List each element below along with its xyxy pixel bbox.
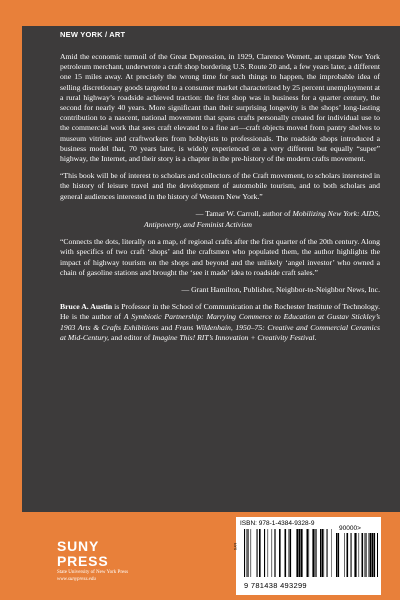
barcode-bar (324, 529, 325, 577)
barcode-bar (315, 529, 316, 577)
barcode-bar (268, 529, 269, 577)
attrib-book-title-2: Antipoverty, and Feminist Activism (144, 220, 252, 230)
barcode-bar (274, 529, 275, 577)
barcode-bar (289, 529, 290, 577)
barcode-bar (259, 529, 261, 577)
barcode-bar (351, 533, 352, 577)
blurb-quote-2: “Connects the dots, literally on a map, of regional crafts after the first quarter of the 20th century. Along with specifics of two craft ‘shops’ and the craftsmen who populated them, the author highlights the impact of highway tourism on the shops and beyond and the unlikely ‘angel investor’ who owned a chain of gasoline stations and brought the ‘see it made’ idea to roadside craft sales.” (60, 237, 380, 277)
publisher-name: State University of New York Press (57, 570, 129, 575)
barcode-bar (290, 529, 291, 577)
bio-text: and (158, 322, 175, 332)
barcode-bar (297, 529, 299, 577)
barcode-bar (359, 533, 360, 577)
barcode-bar (365, 533, 366, 577)
barcode-bar (307, 529, 309, 577)
barcode-bar (354, 533, 355, 577)
blurb-attribution-2: — Grant Hamilton, Publisher, Neighbor-to-Neighbor News, Inc. (181, 285, 380, 295)
barcode-bar (309, 529, 310, 577)
orange-top-band (0, 0, 400, 26)
barcode-bar (248, 529, 249, 577)
barcode-bar (370, 533, 371, 577)
barcode-bar (322, 529, 323, 577)
price-code: 90000> (339, 525, 361, 532)
barcode-bar (313, 529, 314, 577)
barcode-bar (275, 529, 276, 577)
bio-text: is Professor in the School of Communication at the Rochester Institute of Technology. He is the author of (60, 302, 380, 322)
bio-book-title: Imagine This! RIT’s Innovation + Creativity Festival. (152, 332, 317, 342)
attrib-prefix: — Tamar W. Carroll, author of (195, 208, 293, 218)
author-name: Bruce A. Austin (60, 302, 113, 312)
publisher-logo-line1: SUNY (57, 538, 100, 554)
barcode-bar (338, 533, 339, 577)
isbn-digits: 9 781438 493299 (244, 581, 307, 590)
barcode-bar (344, 533, 345, 577)
barcode-bar (320, 529, 322, 577)
attrib-book-title: Mobilizing New York: AIDS, (292, 208, 380, 218)
barcode-bar (316, 529, 317, 577)
price-barcode-icon (336, 533, 378, 577)
barcode-bar (347, 533, 349, 577)
publisher-website: www.sunypress.edu (57, 577, 96, 582)
barcode-bar (362, 533, 364, 577)
barcode-bar (377, 533, 378, 577)
barcode-panel (233, 517, 381, 595)
barcode-bar (369, 533, 370, 577)
barcode-bar (264, 529, 265, 577)
barcode-bar (327, 529, 328, 577)
barcode-icon (244, 529, 332, 577)
barcode-bar (244, 529, 245, 577)
description-paragraph: Amid the economic turmoil of the Great Depression, in 1929, Clarence Wemett, an upstate New York petroleum merchant, underwrote a craft shop bordering U.S. Route 20 and, a few years later, a different one 15 miles away. At precisely the wrong time for such things to happen, the improbable idea of selling discretionary goods targeted to a consumer market characterized by 25 percent unemployment at a rural highway’s roadside achieved traction: the first shop was in business for a quarter century, the second for nearly 40 years. More significant than their surprising longevity is the shops’ long-lasting contribution to a nascent, national movement that spans crafts personally created for individual use to the commercial work that sees craft elevated to a fine art—craft objects moved from pantry shelves to museum vitrines and craftworkers from hobbyists to professionals. The roadside shops introduced a business model that, 70 years later, is widely experienced on a very different but equally “super” highway, the Internet, and their story is a chapter in the pre-history of the modern crafts movement. (60, 52, 380, 164)
publisher-logo-line2: PRESS (57, 553, 109, 569)
barcode-bar (272, 529, 273, 577)
barcode-bar (285, 529, 287, 577)
isbn-label: ISBN: 978-1-4384-9328-9 (240, 520, 315, 527)
barcode-bar (247, 529, 248, 577)
bio-book-title: A Symbiotic Partnership: Marrying Commerce to Education at Gustav Stickley’s 1903 Arts & Crafts Exhibitions (60, 312, 380, 332)
bio-text: and editor of (109, 332, 153, 342)
barcode-bar (332, 529, 333, 577)
barcode-bar (301, 529, 303, 577)
barcode-bar (374, 533, 376, 577)
barcode-bar (336, 533, 338, 577)
barcode-bar (355, 533, 357, 577)
barcode-bar (251, 529, 252, 577)
barcode-bar (279, 529, 281, 577)
barcode-bar (257, 529, 258, 577)
barcode-bar (296, 529, 297, 577)
barcode-side-code: NYS (233, 543, 237, 551)
author-bio (60, 302, 380, 343)
barcode-bar (372, 533, 374, 577)
barcode-bar (366, 533, 367, 577)
category-label: NEW YORK / ART (60, 30, 126, 39)
barcode-bar (312, 529, 313, 577)
bio-book-title: Frans Wildenhain, 1950–75: Creative and Commercial Ceramics at Mid-Century, (60, 322, 380, 342)
blurb-quote-1: “This book will be of interest to scholars and collectors of the Craft movement, to scholars interested in the history of leisure travel and the development of automobile tourism, and to both scholars and general audiences interested in the history of Western New York.” (60, 171, 380, 201)
cover-text (60, 52, 380, 350)
barcode-bar (299, 529, 301, 577)
blurb-attribution-1 (60, 209, 380, 230)
